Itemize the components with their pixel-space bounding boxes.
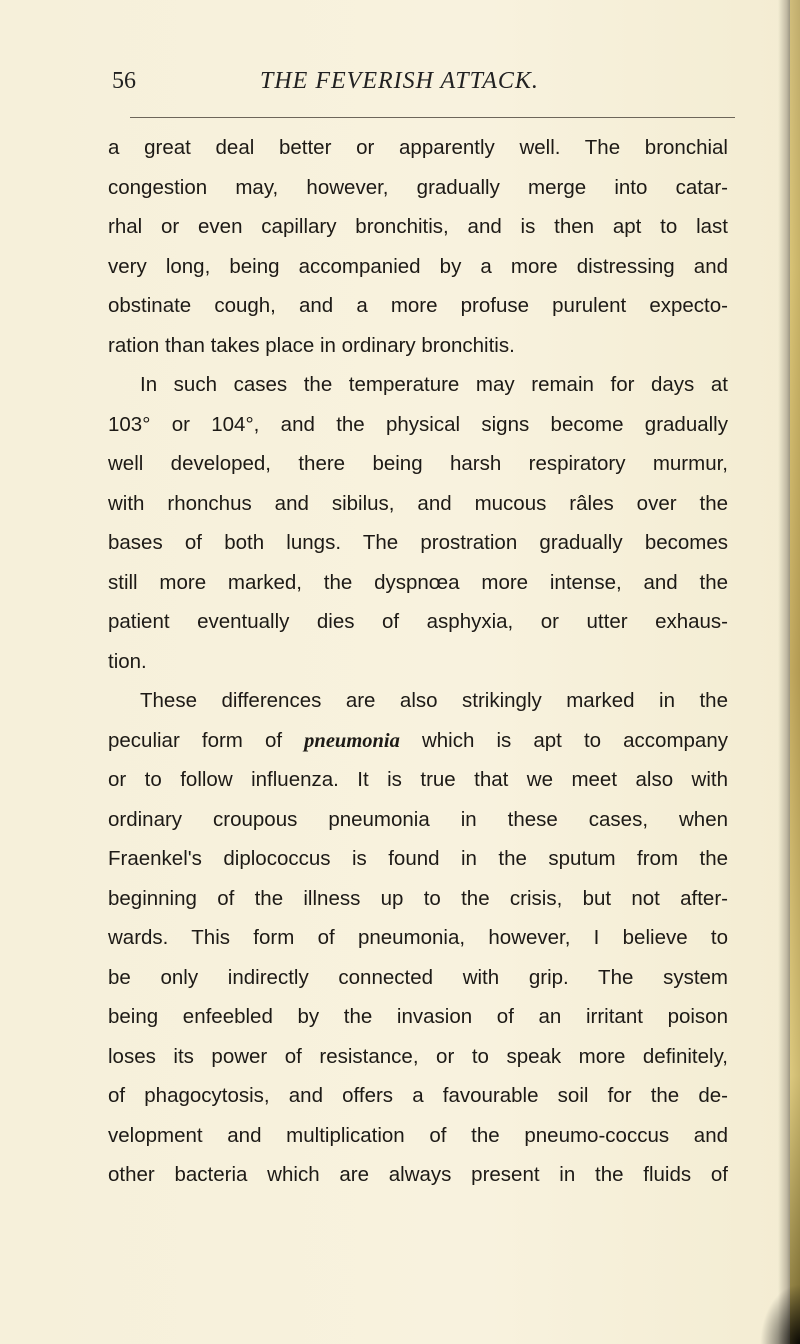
- text-line: be only indirectly connected with grip. The system: [108, 965, 728, 989]
- text-line: These differences are also strikingly marked in the: [140, 689, 728, 712]
- text-line: well developed, there being harsh respiratory murmur,: [108, 452, 728, 475]
- text-line: or to follow influenza. It is true that we meet also with: [108, 768, 728, 791]
- text-line: still more marked, the dyspnœa more intense, and the: [108, 570, 728, 594]
- body-text: [108, 128, 728, 1195]
- text-line: ration than takes place in ordinary bronchitis.: [108, 333, 515, 357]
- text-line: congestion may, however, gradually merge into catar-: [108, 175, 728, 199]
- text-line: very long, being accompanied by a more distressing and: [108, 254, 728, 278]
- text-line: obstinate cough, and a more profuse purulent expecto-: [108, 294, 728, 317]
- text-line: wards. This form of pneumonia, however, I believe to: [108, 926, 728, 949]
- text-line: beginning of the illness up to the crisis, but not after-: [108, 886, 728, 910]
- text-line: loses its power of resistance, or to speak more definitely,: [108, 1044, 728, 1068]
- corner-shadow: [760, 1284, 800, 1344]
- paragraph-1: [108, 128, 728, 365]
- text-fragment: peculiar form of: [108, 728, 305, 752]
- text-line: a great deal better or apparently well. The bronchial: [108, 136, 728, 159]
- text-line: ordinary croupous pneumonia in these cases, when: [108, 807, 728, 831]
- text-line: being enfeebled by the invasion of an irritant poison: [108, 1005, 728, 1028]
- text-line-with-italic: [108, 721, 728, 761]
- text-line: velopment and multiplication of the pneumo-coccus and: [108, 1123, 728, 1147]
- text-line: other bacteria which are always present in the fluids of: [108, 1163, 728, 1186]
- header-rule: [130, 117, 735, 118]
- text-line: 103° or 104°, and the physical signs become gradually: [108, 412, 728, 436]
- text-line: with rhonchus and sibilus, and mucous râles over the: [108, 491, 728, 515]
- text-line: of phagocytosis, and offers a favourable soil for the de-: [108, 1084, 728, 1107]
- page-header: [112, 68, 732, 102]
- text-line: bases of both lungs. The prostration gradually becomes: [108, 531, 728, 554]
- text-line: patient eventually dies of asphyxia, or utter exhaus-: [108, 610, 728, 633]
- text-line: rhal or even capillary bronchitis, and is then apt to last: [108, 215, 728, 238]
- text-line: In such cases the temperature may remain for days at: [140, 373, 728, 396]
- running-head: THE FEVERISH ATTACK.: [260, 68, 539, 94]
- paragraph-2: [108, 365, 728, 681]
- text-line: Fraenkel's diplococcus is found in the sputum from the: [108, 847, 728, 870]
- text-line: tion.: [108, 649, 147, 673]
- italic-term: pneumonia: [304, 729, 400, 752]
- paragraph-3: [108, 681, 728, 1195]
- page-number: 56: [112, 68, 136, 94]
- text-fragment: which is apt to accompany: [399, 728, 728, 752]
- page-edge-gilt: [790, 0, 800, 1344]
